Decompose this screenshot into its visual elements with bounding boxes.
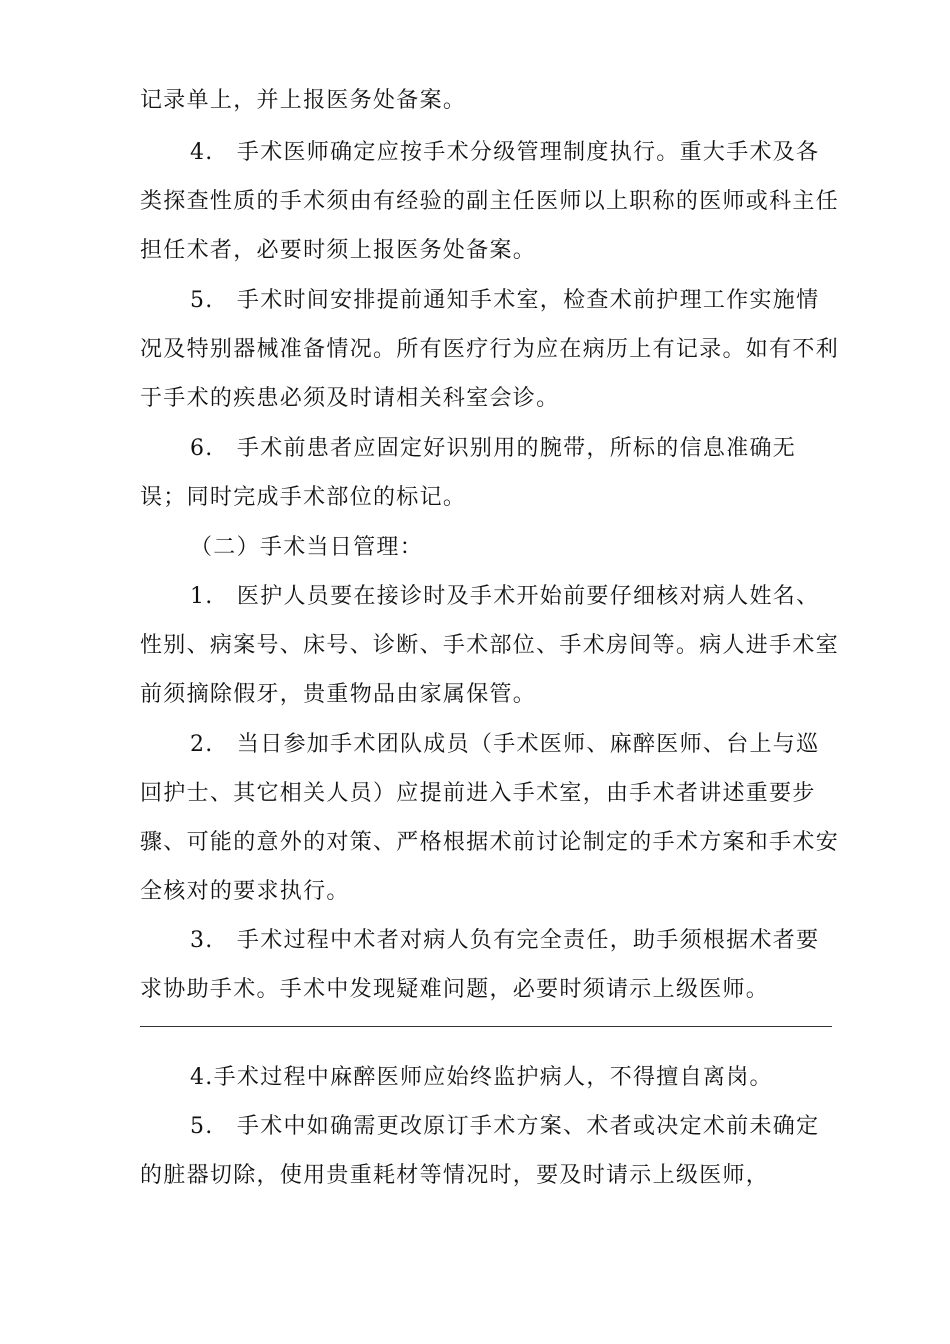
paragraph-day-item-4: 4.手术过程中麻醉医师应始终监护病人，不得擅自离岗。: [190, 1065, 773, 1090]
paragraph-item-5: 5. 手术时间安排提前通知手术室，检查术前护理工作实施情况及特别器械准备情况。所有医疗行为应在病历上有记录。如有不利于手术的疾患必须及时请相关科室会诊。: [140, 288, 840, 411]
paragraph-day-item-3: 3. 手术过程中术者对病人负有完全责任，助手须根据术者要求协助手术。手术中发现疑难问题，必要时须请示上级医师。: [140, 928, 820, 1002]
paragraph-record-continuation: 记录单上，并上报医务处备案。: [140, 88, 467, 113]
paragraph-day-item-2: 2. 当日参加手术团队成员（手术医师、麻醉医师、台上与巡回护士、其它相关人员）应提前进入手术室，由手术者讲述重要步骤、可能的意外的对策、严格根据术前讨论制定的手术方案和手术安全核对的要求执行。: [140, 732, 840, 904]
paragraph-item-4: 4. 手术医师确定应按手术分级管理制度执行。重大手术及各类探查性质的手术须由有经验的副主任医师以上职称的医师或科主任担任术者，必要时须上报医务处备案。: [140, 140, 840, 263]
paragraph-day-item-1: 1. 医护人员要在接诊时及手术开始前要仔细核对病人姓名、性别、病案号、床号、诊断、手术部位、手术房间等。病人进手术室前须摘除假牙，贵重物品由家属保管。: [140, 584, 840, 707]
section-heading-day-of-surgery: （二）手术当日管理：: [190, 535, 424, 560]
paragraph-item-6: 6. 手术前患者应固定好识别用的腕带，所标的信息准确无误；同时完成手术部位的标记。: [140, 436, 797, 510]
paragraph-day-item-5: 5. 手术中如确需更改原订手术方案、术者或决定术前未确定的脏器切除，使用贵重耗材等情况时，要及时请示上级医师，: [140, 1114, 820, 1188]
page-divider: [140, 1026, 832, 1027]
